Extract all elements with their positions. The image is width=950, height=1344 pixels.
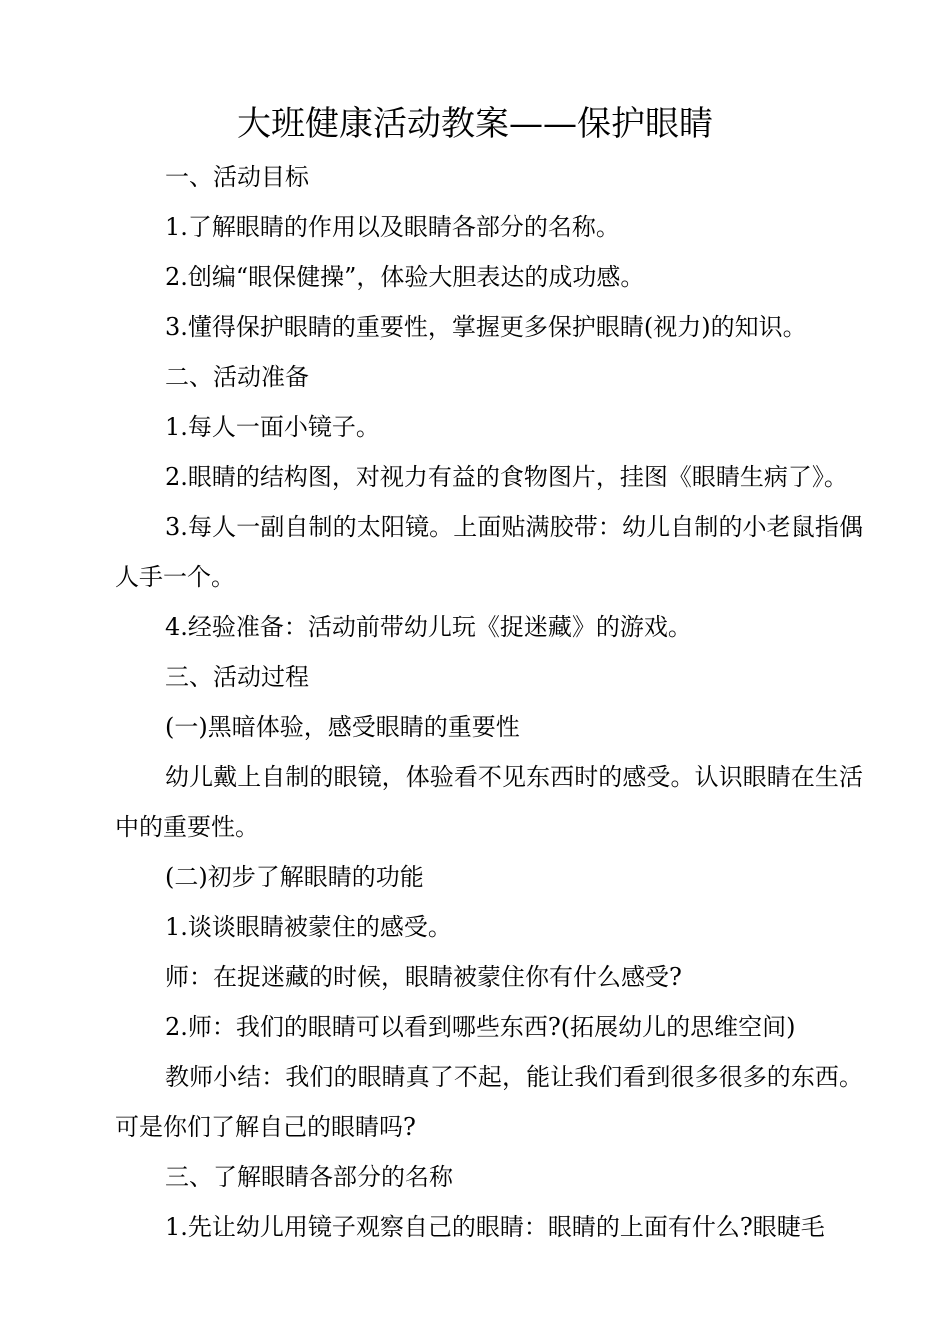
paragraph-step-1-heading: (一)黑暗体验，感受眼睛的重要性	[165, 713, 520, 741]
paragraph-teacher-question: 师：在捉迷藏的时候，眼睛被蒙住你有什么感受?	[165, 963, 682, 991]
paragraph-eye-parts-1: 1.先让幼儿用镜子观察自己的眼睛：眼睛的上面有什么?眼睫毛	[165, 1213, 825, 1241]
document-body	[115, 152, 863, 1252]
paragraph-goal-2: 2.创编“眼保健操”，体验大胆表达的成功感。	[165, 263, 645, 291]
paragraph-eye-parts-heading: 三、了解眼睛各部分的名称	[165, 1163, 453, 1191]
paragraph-prep-1: 1.每人一面小镜子。	[165, 413, 380, 441]
paragraph-prep-4: 4.经验准备：活动前带幼儿玩《捉迷藏》的游戏。	[165, 613, 692, 641]
paragraph-step-2-item-1: 1.谈谈眼睛被蒙住的感受。	[165, 913, 452, 941]
paragraph-section-3-heading: 三、活动过程	[165, 663, 309, 691]
paragraph-prep-2: 2.眼睛的结构图，对视力有益的食物图片，挂图《眼睛生病了》。	[165, 463, 848, 491]
paragraph-goal-3: 3.懂得保护眼睛的重要性，掌握更多保护眼睛(视力)的知识。	[165, 313, 807, 341]
paragraph-prep-3: 3.每人一副自制的太阳镜。上面贴满胶带：幼儿自制的小老鼠指偶人手一个。	[115, 513, 863, 591]
document-title: 大班健康活动教案——保护眼睛	[237, 104, 713, 144]
paragraph-teacher-summary: 教师小结：我们的眼睛真了不起，能让我们看到很多很多的东西。可是你们了解自己的眼睛吗?	[115, 1063, 863, 1141]
paragraph-step-2-item-2: 2.师：我们的眼睛可以看到哪些东西?(拓展幼儿的思维空间)	[165, 1013, 796, 1041]
paragraph-step-2-heading: (二)初步了解眼睛的功能	[165, 863, 424, 891]
paragraph-goal-1: 1.了解眼睛的作用以及眼睛各部分的名称。	[165, 213, 620, 241]
paragraph-step-1-body: 幼儿戴上自制的眼镜，体验看不见东西时的感受。认识眼睛在生活中的重要性。	[115, 763, 863, 841]
paragraph-section-2-heading: 二、活动准备	[165, 363, 309, 391]
paragraph-section-1-heading: 一、活动目标	[165, 163, 309, 191]
